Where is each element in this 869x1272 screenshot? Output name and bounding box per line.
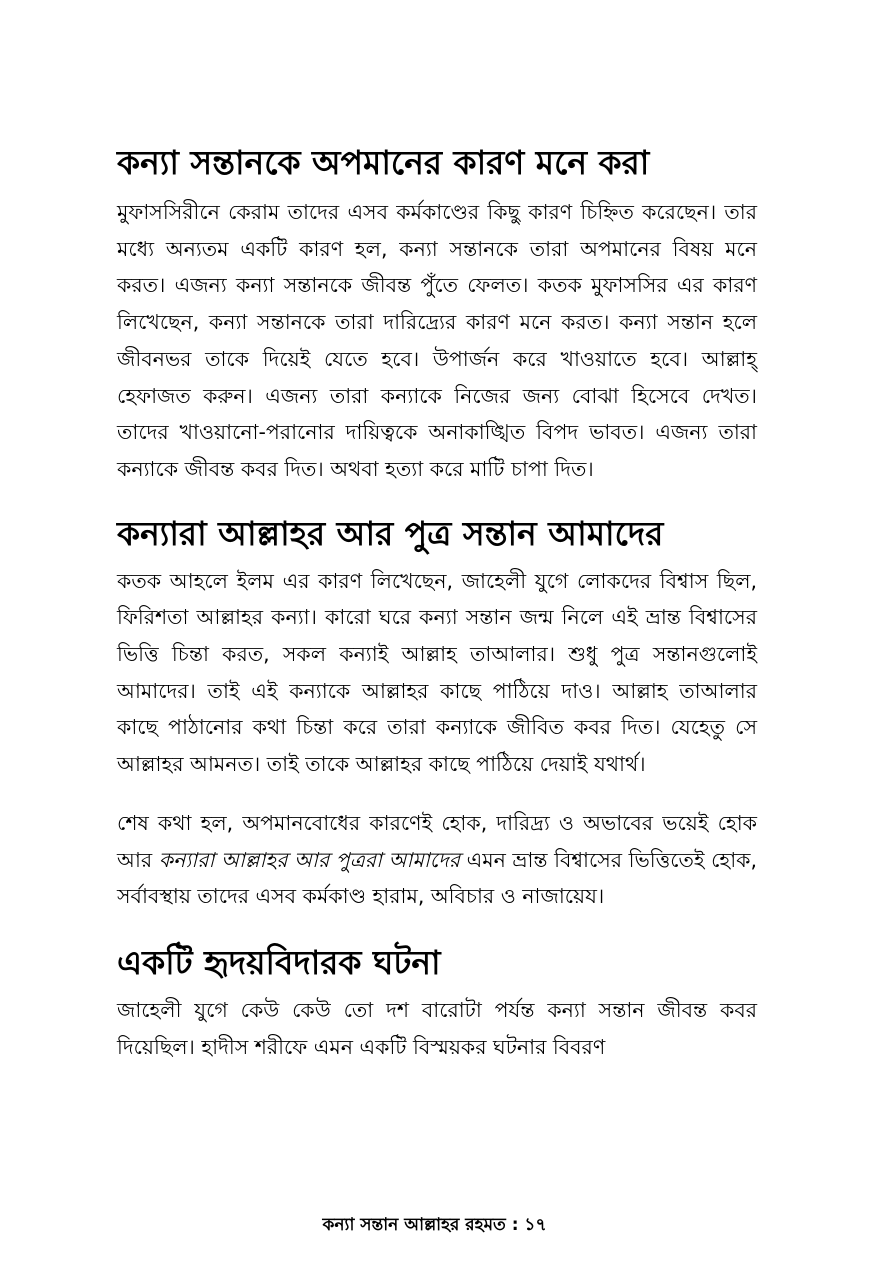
page-content bbox=[117, 140, 757, 1065]
section-paragraph-3: জাহেলী যুগে কেউ কেউ তো দশ বারোটা পর্যন্ত কন্যা সন্তান জীবন্ত কবর দিয়েছিল। হাদীস শরীফে এমন একটি বিস্ময়কর ঘটনার বিবরণ bbox=[117, 997, 757, 1059]
page-footer: কন্যা সন্তান আল্লাহর রহমত : ১৭ bbox=[322, 1215, 547, 1235]
section-paragraph-2: কতক আহলে ইলম এর কারণ লিখেছেন, জাহেলী যুগে লোকদের বিশ্বাস ছিল, ফিরিশতা আল্লাহর কন্যা। কারো ঘরে কন্যা সন্তান জন্ম নিলে এই ভ্রান্ত বিশ্বাসের ভিত্তি চিন্তা করত, সকল কন্যাই আল্লাহ তাআলার। শুধু পুত্র সন্তানগুলোই আমাদের। তাই এই কন্যাকে আল্লাহর কাছে পাঠিয়ে দাও। আল্লাহ তাআলার কাছে পাঠানোর কথা চিন্তা করে তারা কন্যাকে জীবিত কবর দিত। যেহেতু সে আল্লাহর আমনত। তাই তাকে আল্লাহর কাছে পাঠিয়ে দেয়াই যথার্থ। bbox=[117, 568, 757, 777]
section-heading-1: কন্যা সন্তানকে অপমানের কারণ মনে করা bbox=[117, 143, 650, 182]
conclusion-text-before: শেষ কথা হল, অপমানবোধের কারণেই হোক, দারিদ্র্য ও অভাবের ভয়েই হোক আর bbox=[117, 810, 757, 872]
conclusion-text-after: এমন ভ্রান্ত বিশ্বাসের ভিত্তিতেই হোক, সর্বাবস্থায় তাদের এসব কর্মকাণ্ড হারাম, অবিচার ও নাজায়েয। bbox=[117, 847, 757, 909]
conclusion-emphasis: কন্যারা আল্লাহর আর পুত্ররা আমাদের bbox=[158, 847, 461, 872]
section-paragraph-1: মুফাসসিরীনে কেরাম তাদের এসব কর্মকাণ্ডের কিছু কারণ চিহ্নিত করেছেন। তার মধ্যে অন্যতম একটি কারণ হল, কন্যা সন্তানকে তারা অপমানের বিষয় মনে করত। এজন্য কন্যা সন্তানকে জীবন্ত পুঁতে ফেলত। কতক মুফাসসির এর কারণ লিখেছেন, কন্যা সন্তানকে তারা দারিদ্র্যের কারণ মনে করত। কন্যা সন্তান হলে জীবনভর তাকে দিয়েই যেতে হবে। উপার্জন করে খাওয়াতে হবে। আল্লাহ্‌ হেফাজত করুন। এজন্য তারা কন্যাকে নিজের জন্য বোঝা হিসেবে দেখত। তাদের খাওয়ানো-পরানোর দায়িত্বকে অনাকাঙ্খিত বিপদ ভাবত। এজন্য তারা কন্যাকে জীবন্ত কবর দিত। অথবা হত্যা করে মাটি চাপা দিত। bbox=[117, 200, 757, 481]
section-heading-3: একটি হৃদয়বিদারক ঘটনা bbox=[117, 942, 441, 982]
conclusion-paragraph bbox=[117, 805, 757, 915]
section-heading-2: কন্যারা আল্লাহর আর পুত্র সন্তান আমাদের bbox=[117, 513, 664, 553]
